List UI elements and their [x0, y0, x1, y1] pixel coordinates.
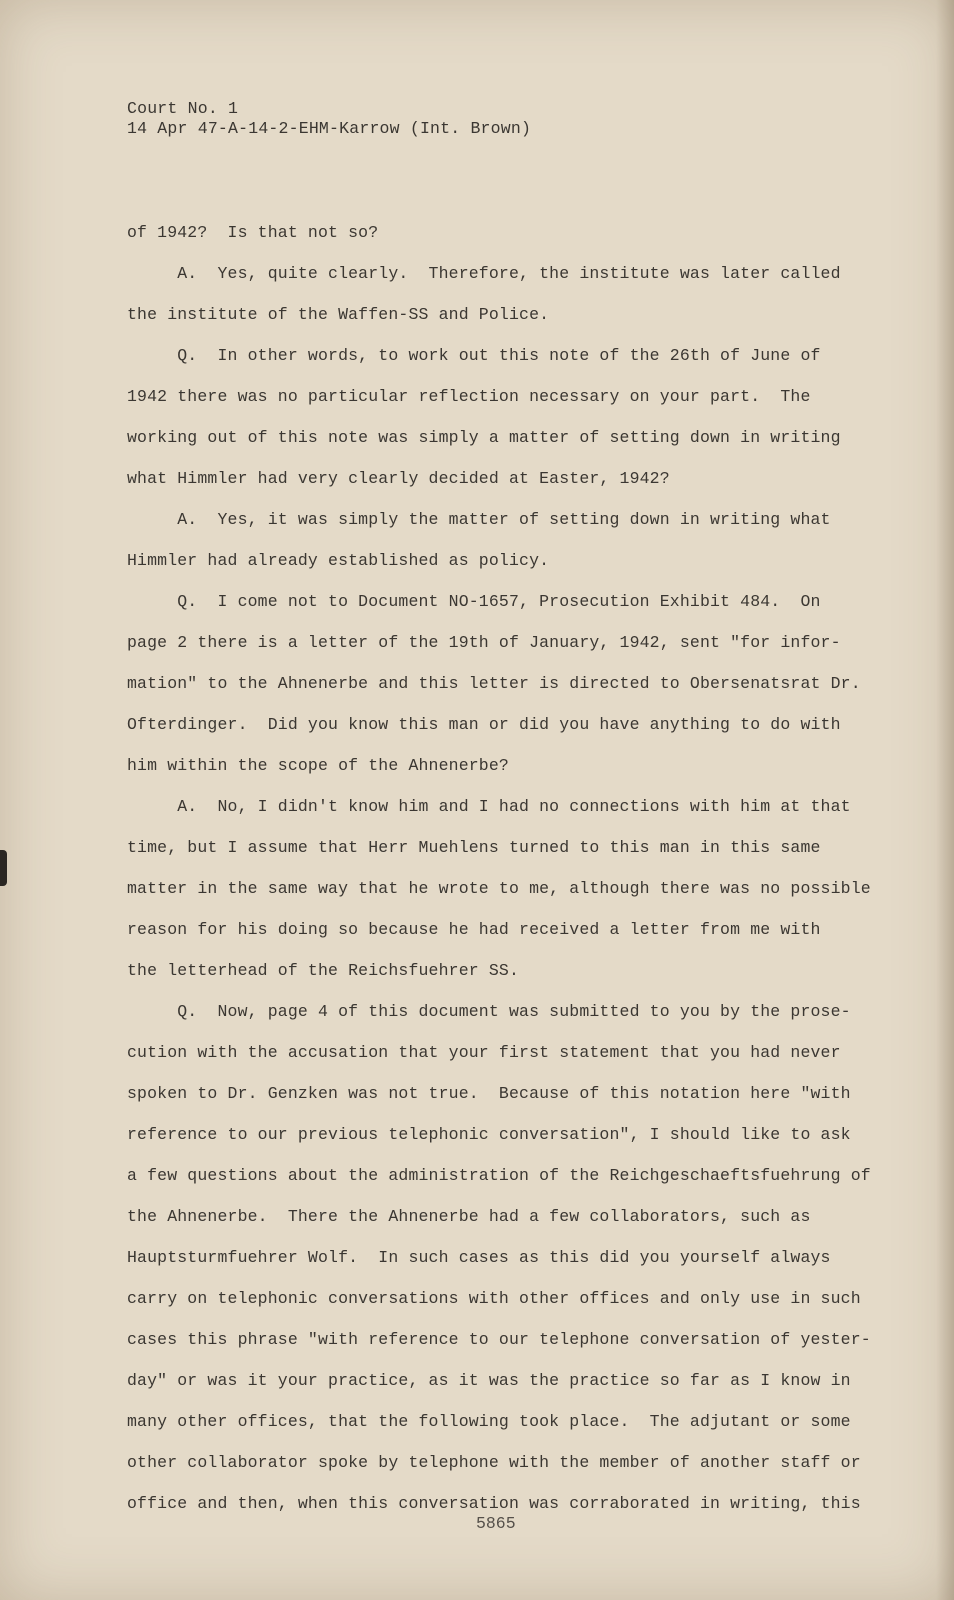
text-line: A. No, I didn't know him and I had no connections with him at that: [127, 797, 851, 816]
text-line: carry on telephonic conversations with other offices and only use in such: [127, 1289, 861, 1308]
text-line: A. Yes, it was simply the matter of setting down in writing what: [127, 510, 831, 529]
text-line: matter in the same way that he wrote to me, although there was no possible: [127, 879, 871, 898]
page-number: 5865: [476, 1514, 516, 1533]
text-line: Ofterdinger. Did you know this man or did you have anything to do with: [127, 715, 841, 734]
text-line: the institute of the Waffen-SS and Police.: [127, 305, 550, 324]
text-line: Q. I come not to Document NO-1657, Prosecution Exhibit 484. On: [127, 592, 821, 611]
text-line: mation" to the Ahnenerbe and this letter is directed to Obersenatsrat Dr.: [127, 674, 861, 693]
transcript-body: [127, 221, 887, 1533]
text-line: the letterhead of the Reichsfuehrer SS.: [127, 961, 520, 980]
text-line: what Himmler had very clearly decided at Easter, 1942?: [127, 469, 670, 488]
text-line: of 1942? Is that not so?: [127, 223, 379, 242]
text-line: Hauptsturmfuehrer Wolf. In such cases as this did you yourself always: [127, 1248, 831, 1267]
text-line: day" or was it your practice, as it was the practice so far as I know in: [127, 1371, 851, 1390]
text-line: page 2 there is a letter of the 19th of January, 1942, sent "for infor-: [127, 633, 841, 652]
page-edge-shadow: [936, 0, 954, 1600]
text-line: many other offices, that the following took place. The adjutant or some: [127, 1412, 851, 1431]
transcript-reference: 14 Apr 47-A-14-2-EHM-Karrow (Int. Brown): [127, 119, 532, 138]
text-line: office and then, when this conversation was corraborated in writing, this: [127, 1494, 861, 1513]
text-line: time, but I assume that Herr Muehlens turned to this man in this same: [127, 838, 821, 857]
text-line: Q. Now, page 4 of this document was submitted to you by the prose-: [127, 1002, 851, 1021]
text-line: 1942 there was no particular reflection necessary on your part. The: [127, 387, 811, 406]
text-line: the Ahnenerbe. There the Ahnenerbe had a few collaborators, such as: [127, 1207, 811, 1226]
text-line: spoken to Dr. Genzken was not true. Because of this notation here "with: [127, 1084, 851, 1103]
text-line: working out of this note was simply a matter of setting down in writing: [127, 428, 841, 447]
text-line: Q. In other words, to work out this note of the 26th of June of: [127, 346, 821, 365]
text-line: reference to our previous telephonic conversation", I should like to ask: [127, 1125, 851, 1144]
text-line: A. Yes, quite clearly. Therefore, the institute was later called: [127, 264, 841, 283]
court-number: Court No. 1: [127, 99, 239, 118]
text-line: reason for his doing so because he had received a letter from me with: [127, 920, 821, 939]
binding-mark: [0, 850, 7, 886]
text-line: a few questions about the administration of the Reichgeschaeftsfuehrung of: [127, 1166, 871, 1185]
text-line: other collaborator spoke by telephone with the member of another staff or: [127, 1453, 861, 1472]
text-line: cases this phrase "with reference to our telephone conversation of yester-: [127, 1330, 871, 1349]
text-line: him within the scope of the Ahnenerbe?: [127, 756, 509, 775]
text-line: cution with the accusation that your first statement that you had never: [127, 1043, 841, 1062]
text-line: Himmler had already established as policy.: [127, 551, 550, 570]
document-header: [127, 99, 531, 139]
